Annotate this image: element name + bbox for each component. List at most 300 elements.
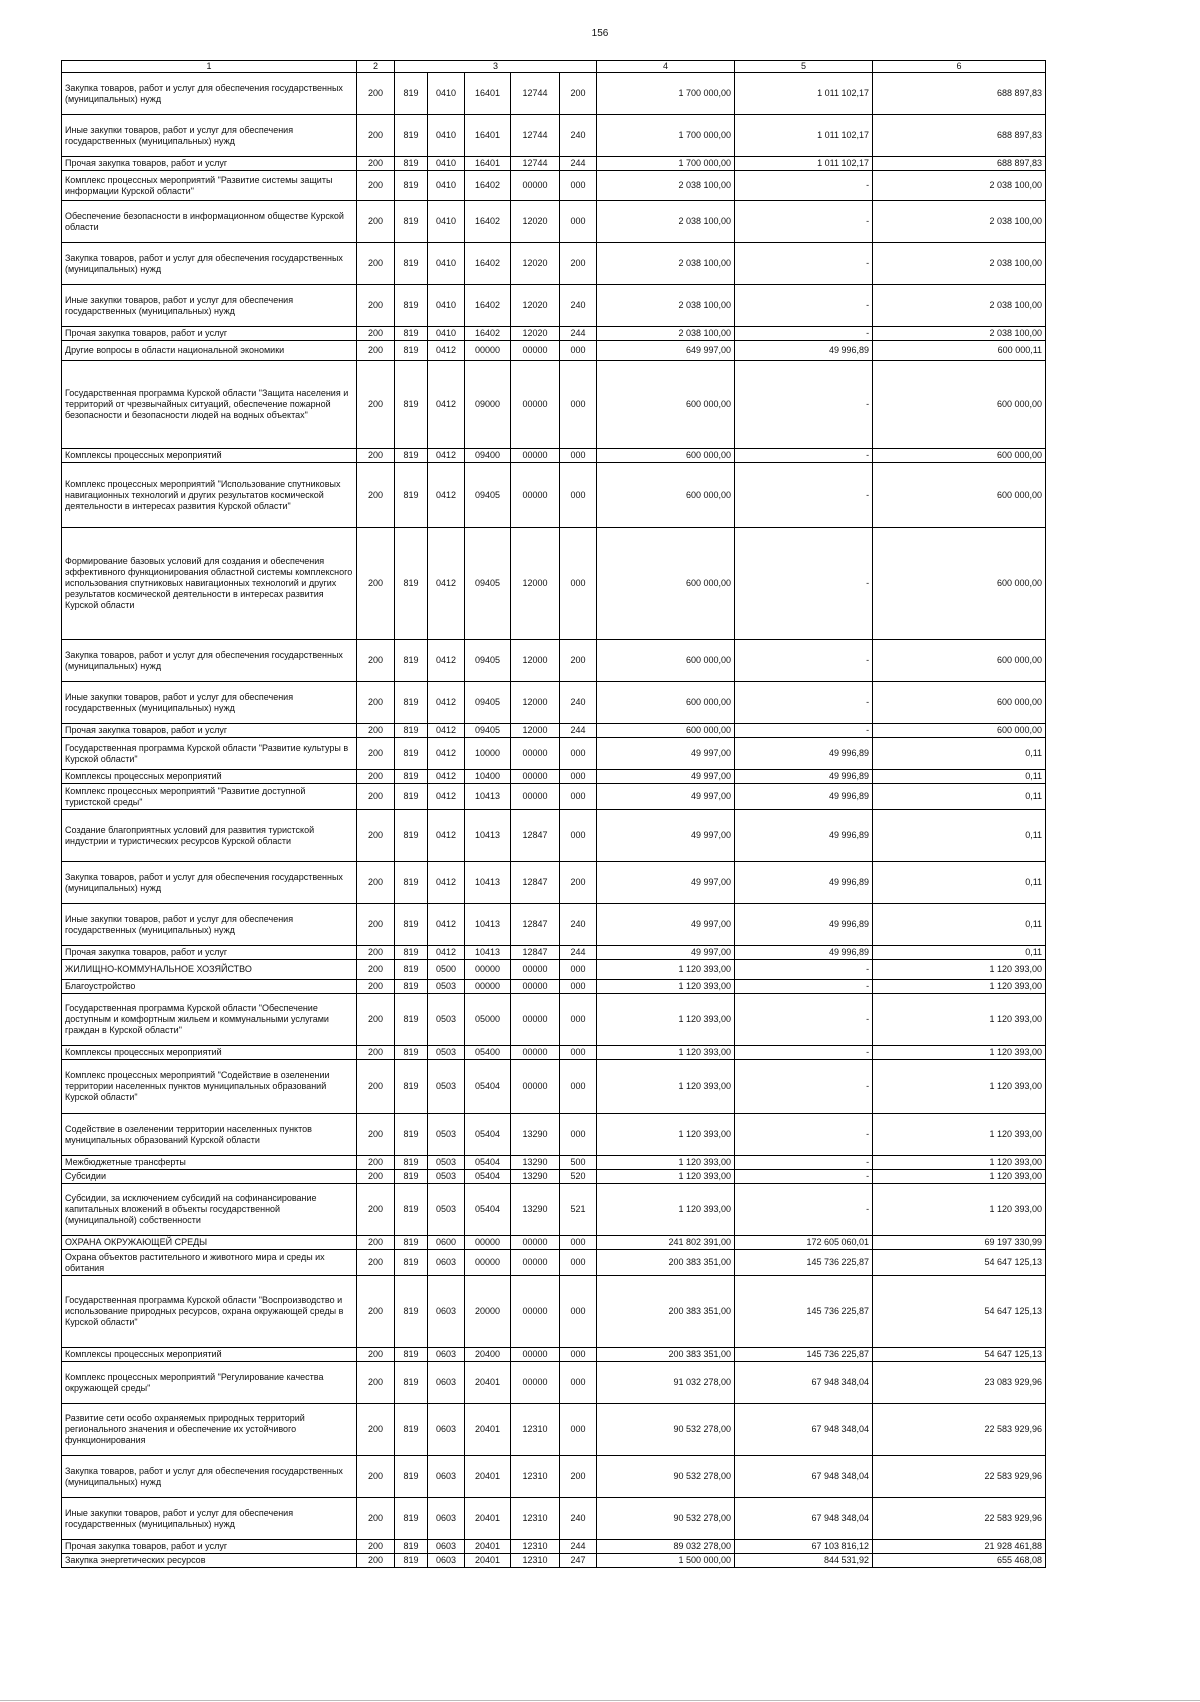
vr-code: 000: [560, 810, 597, 862]
program-code: 09405: [465, 463, 511, 528]
col-2-code: 200: [357, 201, 395, 243]
program-code: 10413: [465, 904, 511, 946]
table-body: [62, 73, 1046, 1568]
value-col-5: -: [735, 243, 873, 285]
value-col-6: 1 120 393,00: [873, 1184, 1046, 1236]
row-name: Комплекс процессных мероприятий "Развитие доступной туристской среды": [62, 784, 357, 810]
table-row: [62, 770, 1046, 784]
col-2-code: 200: [357, 1156, 395, 1170]
value-col-5: 67 103 816,12: [735, 1540, 873, 1554]
col-2-code: 200: [357, 361, 395, 449]
section-code: 0503: [428, 1060, 465, 1114]
program-code: 10000: [465, 738, 511, 770]
row-name: Создание благоприятных условий для развития туристской индустрии и туристических ресурсов Курской области: [62, 810, 357, 862]
vr-code: 000: [560, 1114, 597, 1156]
value-col-6: 54 647 125,13: [873, 1250, 1046, 1276]
section-code: 0503: [428, 1184, 465, 1236]
expense-code: 12847: [511, 904, 560, 946]
section-code: 0410: [428, 201, 465, 243]
value-col-4: 1 120 393,00: [597, 1060, 735, 1114]
grbs-code: 819: [395, 770, 428, 784]
row-name: Субсидии: [62, 1170, 357, 1184]
section-code: 0412: [428, 528, 465, 640]
value-col-5: -: [735, 1156, 873, 1170]
value-col-4: 200 383 351,00: [597, 1250, 735, 1276]
header-col-4: 4: [597, 61, 735, 73]
value-col-5: 67 948 348,04: [735, 1404, 873, 1456]
section-code: 0603: [428, 1554, 465, 1568]
value-col-4: 49 997,00: [597, 770, 735, 784]
value-col-6: 21 928 461,88: [873, 1540, 1046, 1554]
value-col-5: -: [735, 201, 873, 243]
value-col-6: 600 000,00: [873, 640, 1046, 682]
col-2-code: 200: [357, 682, 395, 724]
value-col-6: 1 120 393,00: [873, 960, 1046, 980]
program-code: 09405: [465, 682, 511, 724]
value-col-6: 1 120 393,00: [873, 1046, 1046, 1060]
value-col-6: 54 647 125,13: [873, 1348, 1046, 1362]
value-col-6: 1 120 393,00: [873, 980, 1046, 994]
grbs-code: 819: [395, 1156, 428, 1170]
header-col-1: 1: [62, 61, 357, 73]
grbs-code: 819: [395, 157, 428, 171]
section-code: 0503: [428, 1156, 465, 1170]
program-code: 09405: [465, 640, 511, 682]
section-code: 0503: [428, 1170, 465, 1184]
section-code: 0600: [428, 1236, 465, 1250]
row-name: Другие вопросы в области национальной экономики: [62, 341, 357, 361]
table-row: [62, 1498, 1046, 1540]
grbs-code: 819: [395, 1184, 428, 1236]
row-name: Содействие в озеленении территории населенных пунктов муниципальных образований Курской области: [62, 1114, 357, 1156]
grbs-code: 819: [395, 528, 428, 640]
section-code: 0410: [428, 115, 465, 157]
value-col-4: 49 997,00: [597, 738, 735, 770]
grbs-code: 819: [395, 1276, 428, 1348]
value-col-6: 22 583 929,96: [873, 1456, 1046, 1498]
section-code: 0412: [428, 449, 465, 463]
expense-code: 00000: [511, 960, 560, 980]
section-code: 0410: [428, 157, 465, 171]
budget-table: [61, 60, 1046, 1568]
row-name: Закупка товаров, работ и услуг для обеспечения государственных (муниципальных) нужд: [62, 640, 357, 682]
row-name: Прочая закупка товаров, работ и услуг: [62, 327, 357, 341]
col-2-code: 200: [357, 1170, 395, 1184]
value-col-6: 22 583 929,96: [873, 1404, 1046, 1456]
grbs-code: 819: [395, 115, 428, 157]
program-code: 16402: [465, 201, 511, 243]
value-col-6: 23 083 929,96: [873, 1362, 1046, 1404]
expense-code: 12310: [511, 1498, 560, 1540]
value-col-6: 2 038 100,00: [873, 201, 1046, 243]
vr-code: 200: [560, 640, 597, 682]
program-code: 09400: [465, 449, 511, 463]
value-col-6: 1 120 393,00: [873, 994, 1046, 1046]
value-col-4: 2 038 100,00: [597, 327, 735, 341]
col-2-code: 200: [357, 724, 395, 738]
program-code: 20401: [465, 1498, 511, 1540]
header-col-6: 6: [873, 61, 1046, 73]
header-col-2: 2: [357, 61, 395, 73]
grbs-code: 819: [395, 1046, 428, 1060]
section-code: 0412: [428, 738, 465, 770]
grbs-code: 819: [395, 738, 428, 770]
program-code: 20401: [465, 1540, 511, 1554]
value-col-6: 688 897,83: [873, 157, 1046, 171]
row-name: Комплекс процессных мероприятий "Регулирование качества окружающей среды": [62, 1362, 357, 1404]
value-col-4: 49 997,00: [597, 862, 735, 904]
value-col-6: 2 038 100,00: [873, 285, 1046, 327]
program-code: 16401: [465, 157, 511, 171]
value-col-6: 1 120 393,00: [873, 1156, 1046, 1170]
program-code: 16402: [465, 327, 511, 341]
row-name: Комплекс процессных мероприятий "Развитие системы защиты информации Курской области": [62, 171, 357, 201]
value-col-4: 1 120 393,00: [597, 960, 735, 980]
value-col-6: 600 000,00: [873, 463, 1046, 528]
program-code: 20401: [465, 1404, 511, 1456]
value-col-5: 1 011 102,17: [735, 157, 873, 171]
col-2-code: 200: [357, 1498, 395, 1540]
row-name: Субсидии, за исключением субсидий на софинансирование капитальных вложений в объекты государственной (муниципальной) собственности: [62, 1184, 357, 1236]
expense-code: 13290: [511, 1114, 560, 1156]
value-col-5: 172 605 060,01: [735, 1236, 873, 1250]
value-col-6: 688 897,83: [873, 115, 1046, 157]
table-row: [62, 157, 1046, 171]
program-code: 10400: [465, 770, 511, 784]
section-code: 0412: [428, 784, 465, 810]
grbs-code: 819: [395, 1250, 428, 1276]
row-name: Комплекс процессных мероприятий "Содействие в озеленении территории населенных пунктов муниципальных образований Курской области": [62, 1060, 357, 1114]
program-code: 05400: [465, 1046, 511, 1060]
section-code: 0410: [428, 285, 465, 327]
value-col-5: -: [735, 171, 873, 201]
section-code: 0412: [428, 361, 465, 449]
value-col-5: 49 996,89: [735, 810, 873, 862]
col-2-code: 200: [357, 73, 395, 115]
value-col-6: 688 897,83: [873, 73, 1046, 115]
program-code: 16401: [465, 73, 511, 115]
section-code: 0410: [428, 171, 465, 201]
col-2-code: 200: [357, 770, 395, 784]
row-name: Государственная программа Курской области "Защита населения и территорий от чрезвычайных ситуаций, обеспечение пожарной безопасности и безопасности людей на водных объектах": [62, 361, 357, 449]
value-col-5: 1 011 102,17: [735, 73, 873, 115]
value-col-4: 1 700 000,00: [597, 115, 735, 157]
grbs-code: 819: [395, 361, 428, 449]
grbs-code: 819: [395, 980, 428, 994]
program-code: 20401: [465, 1362, 511, 1404]
expense-code: 00000: [511, 784, 560, 810]
expense-code: 12020: [511, 285, 560, 327]
expense-code: 12000: [511, 724, 560, 738]
col-2-code: 200: [357, 243, 395, 285]
header-col-5: 5: [735, 61, 873, 73]
expense-code: 12847: [511, 862, 560, 904]
col-2-code: 200: [357, 1362, 395, 1404]
value-col-4: 2 038 100,00: [597, 243, 735, 285]
table-row: [62, 449, 1046, 463]
vr-code: 520: [560, 1170, 597, 1184]
row-name: Государственная программа Курской области "Обеспечение доступным и комфортным жильем и коммунальными услугами граждан в Курской области": [62, 994, 357, 1046]
vr-code: 244: [560, 724, 597, 738]
value-col-4: 49 997,00: [597, 784, 735, 810]
expense-code: 12020: [511, 201, 560, 243]
value-col-5: -: [735, 994, 873, 1046]
section-code: 0410: [428, 73, 465, 115]
expense-code: 12310: [511, 1540, 560, 1554]
vr-code: 000: [560, 528, 597, 640]
vr-code: 000: [560, 784, 597, 810]
grbs-code: 819: [395, 1404, 428, 1456]
value-col-4: 600 000,00: [597, 449, 735, 463]
table-row: [62, 1184, 1046, 1236]
section-code: 0503: [428, 1114, 465, 1156]
section-code: 0412: [428, 770, 465, 784]
grbs-code: 819: [395, 1498, 428, 1540]
expense-code: 12744: [511, 157, 560, 171]
value-col-5: 49 996,89: [735, 738, 873, 770]
vr-code: 240: [560, 682, 597, 724]
value-col-4: 1 700 000,00: [597, 73, 735, 115]
value-col-4: 600 000,00: [597, 724, 735, 738]
expense-code: 12847: [511, 810, 560, 862]
table-row: [62, 724, 1046, 738]
section-code: 0412: [428, 463, 465, 528]
row-name: ОХРАНА ОКРУЖАЮЩЕЙ СРЕДЫ: [62, 1236, 357, 1250]
table-row: [62, 528, 1046, 640]
col-2-code: 200: [357, 640, 395, 682]
vr-code: 000: [560, 341, 597, 361]
value-col-4: 1 700 000,00: [597, 157, 735, 171]
value-col-5: 49 996,89: [735, 770, 873, 784]
section-code: 0503: [428, 994, 465, 1046]
expense-code: 00000: [511, 341, 560, 361]
table-row: [62, 810, 1046, 862]
vr-code: 000: [560, 770, 597, 784]
value-col-4: 1 120 393,00: [597, 1046, 735, 1060]
value-col-5: 49 996,89: [735, 784, 873, 810]
section-code: 0412: [428, 862, 465, 904]
expense-code: 13290: [511, 1170, 560, 1184]
row-name: ЖИЛИЩНО-КОММУНАЛЬНОЕ ХОЗЯЙСТВО: [62, 960, 357, 980]
vr-code: 200: [560, 1456, 597, 1498]
row-name: Закупка товаров, работ и услуг для обеспечения государственных (муниципальных) нужд: [62, 862, 357, 904]
program-code: 00000: [465, 341, 511, 361]
value-col-5: 67 948 348,04: [735, 1456, 873, 1498]
grbs-code: 819: [395, 341, 428, 361]
table-row: [62, 904, 1046, 946]
grbs-code: 819: [395, 463, 428, 528]
program-code: 16401: [465, 115, 511, 157]
grbs-code: 819: [395, 1236, 428, 1250]
expense-code: 12310: [511, 1554, 560, 1568]
vr-code: 000: [560, 1250, 597, 1276]
value-col-6: 600 000,00: [873, 724, 1046, 738]
value-col-6: 0,11: [873, 784, 1046, 810]
col-2-code: 200: [357, 946, 395, 960]
row-name: Межбюджетные трансферты: [62, 1156, 357, 1170]
value-col-5: 49 996,89: [735, 946, 873, 960]
value-col-6: 0,11: [873, 862, 1046, 904]
program-code: 09405: [465, 724, 511, 738]
vr-code: 000: [560, 1348, 597, 1362]
expense-code: 12310: [511, 1404, 560, 1456]
value-col-5: 67 948 348,04: [735, 1498, 873, 1540]
section-code: 0412: [428, 341, 465, 361]
value-col-6: 1 120 393,00: [873, 1060, 1046, 1114]
value-col-6: 600 000,00: [873, 361, 1046, 449]
value-col-4: 1 120 393,00: [597, 1184, 735, 1236]
grbs-code: 819: [395, 862, 428, 904]
program-code: 10413: [465, 946, 511, 960]
row-name: Комплексы процессных мероприятий: [62, 1046, 357, 1060]
value-col-5: 145 736 225,87: [735, 1250, 873, 1276]
value-col-5: -: [735, 1170, 873, 1184]
value-col-5: 49 996,89: [735, 904, 873, 946]
vr-code: 240: [560, 115, 597, 157]
table-row: [62, 784, 1046, 810]
grbs-code: 819: [395, 327, 428, 341]
section-code: 0503: [428, 1046, 465, 1060]
grbs-code: 819: [395, 1540, 428, 1554]
value-col-4: 600 000,00: [597, 463, 735, 528]
value-col-6: 1 120 393,00: [873, 1114, 1046, 1156]
program-code: 20401: [465, 1456, 511, 1498]
value-col-4: 2 038 100,00: [597, 171, 735, 201]
value-col-4: 2 038 100,00: [597, 201, 735, 243]
section-code: 0603: [428, 1250, 465, 1276]
value-col-4: 49 997,00: [597, 904, 735, 946]
col-2-code: 200: [357, 449, 395, 463]
vr-code: 000: [560, 1404, 597, 1456]
section-code: 0603: [428, 1276, 465, 1348]
table-row: [62, 341, 1046, 361]
value-col-5: -: [735, 980, 873, 994]
col-2-code: 200: [357, 810, 395, 862]
section-code: 0603: [428, 1540, 465, 1554]
program-code: 20000: [465, 1276, 511, 1348]
value-col-5: 145 736 225,87: [735, 1348, 873, 1362]
program-code: 05404: [465, 1060, 511, 1114]
value-col-4: 90 532 278,00: [597, 1404, 735, 1456]
program-code: 00000: [465, 960, 511, 980]
section-code: 0412: [428, 724, 465, 738]
expense-code: 00000: [511, 1250, 560, 1276]
value-col-4: 1 120 393,00: [597, 1114, 735, 1156]
value-col-5: -: [735, 1114, 873, 1156]
vr-code: 521: [560, 1184, 597, 1236]
value-col-5: 145 736 225,87: [735, 1276, 873, 1348]
grbs-code: 819: [395, 904, 428, 946]
grbs-code: 819: [395, 243, 428, 285]
section-code: 0500: [428, 960, 465, 980]
table-row: [62, 862, 1046, 904]
value-col-4: 2 038 100,00: [597, 285, 735, 327]
grbs-code: 819: [395, 201, 428, 243]
expense-code: 12000: [511, 682, 560, 724]
vr-code: 000: [560, 361, 597, 449]
table-row: [62, 1060, 1046, 1114]
row-name: Государственная программа Курской области "Воспроизводство и использование природных ресурсов, охрана окружающей среды в Курской области": [62, 1276, 357, 1348]
vr-code: 000: [560, 1046, 597, 1060]
value-col-6: 2 038 100,00: [873, 243, 1046, 285]
expense-code: 00000: [511, 980, 560, 994]
program-code: 00000: [465, 980, 511, 994]
value-col-6: 0,11: [873, 770, 1046, 784]
section-code: 0412: [428, 946, 465, 960]
grbs-code: 819: [395, 784, 428, 810]
vr-code: 244: [560, 946, 597, 960]
col-2-code: 200: [357, 960, 395, 980]
grbs-code: 819: [395, 810, 428, 862]
row-name: Обеспечение безопасности в информационном обществе Курской области: [62, 201, 357, 243]
row-name: Формирование базовых условий для создания и обеспечения эффективного функционирования областной системы комплексного использования спутниковых навигационных технологий и других результатов космической деятельности в интересах развития Курской области: [62, 528, 357, 640]
expense-code: 00000: [511, 994, 560, 1046]
grbs-code: 819: [395, 960, 428, 980]
value-col-6: 1 120 393,00: [873, 1170, 1046, 1184]
value-col-5: -: [735, 724, 873, 738]
table-row: [62, 463, 1046, 528]
expense-code: 12000: [511, 640, 560, 682]
value-col-5: -: [735, 1184, 873, 1236]
value-col-5: -: [735, 1060, 873, 1114]
row-name: Закупка энергетических ресурсов: [62, 1554, 357, 1568]
table-row: [62, 1236, 1046, 1250]
program-code: 00000: [465, 1250, 511, 1276]
row-name: Закупка товаров, работ и услуг для обеспечения государственных (муниципальных) нужд: [62, 243, 357, 285]
col-2-code: 200: [357, 1554, 395, 1568]
value-col-4: 90 532 278,00: [597, 1456, 735, 1498]
col-2-code: 200: [357, 341, 395, 361]
grbs-code: 819: [395, 640, 428, 682]
section-code: 0410: [428, 327, 465, 341]
value-col-6: 69 197 330,99: [873, 1236, 1046, 1250]
expense-code: 00000: [511, 171, 560, 201]
vr-code: 000: [560, 1362, 597, 1404]
col-2-code: 200: [357, 1276, 395, 1348]
value-col-4: 1 120 393,00: [597, 980, 735, 994]
value-col-6: 600 000,00: [873, 449, 1046, 463]
col-2-code: 200: [357, 115, 395, 157]
col-2-code: 200: [357, 1184, 395, 1236]
vr-code: 200: [560, 73, 597, 115]
col-2-code: 200: [357, 1348, 395, 1362]
grbs-code: 819: [395, 1348, 428, 1362]
col-2-code: 200: [357, 1250, 395, 1276]
value-col-6: 600 000,00: [873, 682, 1046, 724]
table-row: [62, 285, 1046, 327]
value-col-6: 22 583 929,96: [873, 1498, 1046, 1540]
program-code: 20401: [465, 1554, 511, 1568]
value-col-6: 0,11: [873, 810, 1046, 862]
value-col-4: 1 120 393,00: [597, 1170, 735, 1184]
row-name: Благоустройство: [62, 980, 357, 994]
row-name: Охрана объектов растительного и животного мира и среды их обитания: [62, 1250, 357, 1276]
program-code: 05000: [465, 994, 511, 1046]
header-row: [62, 61, 1046, 73]
grbs-code: 819: [395, 1114, 428, 1156]
section-code: 0412: [428, 682, 465, 724]
value-col-5: -: [735, 682, 873, 724]
table-row: [62, 1170, 1046, 1184]
section-code: 0603: [428, 1498, 465, 1540]
table-row: [62, 1554, 1046, 1568]
value-col-4: 1 120 393,00: [597, 994, 735, 1046]
grbs-code: 819: [395, 1456, 428, 1498]
grbs-code: 819: [395, 285, 428, 327]
row-name: Комплексы процессных мероприятий: [62, 449, 357, 463]
section-code: 0503: [428, 980, 465, 994]
value-col-4: 49 997,00: [597, 946, 735, 960]
